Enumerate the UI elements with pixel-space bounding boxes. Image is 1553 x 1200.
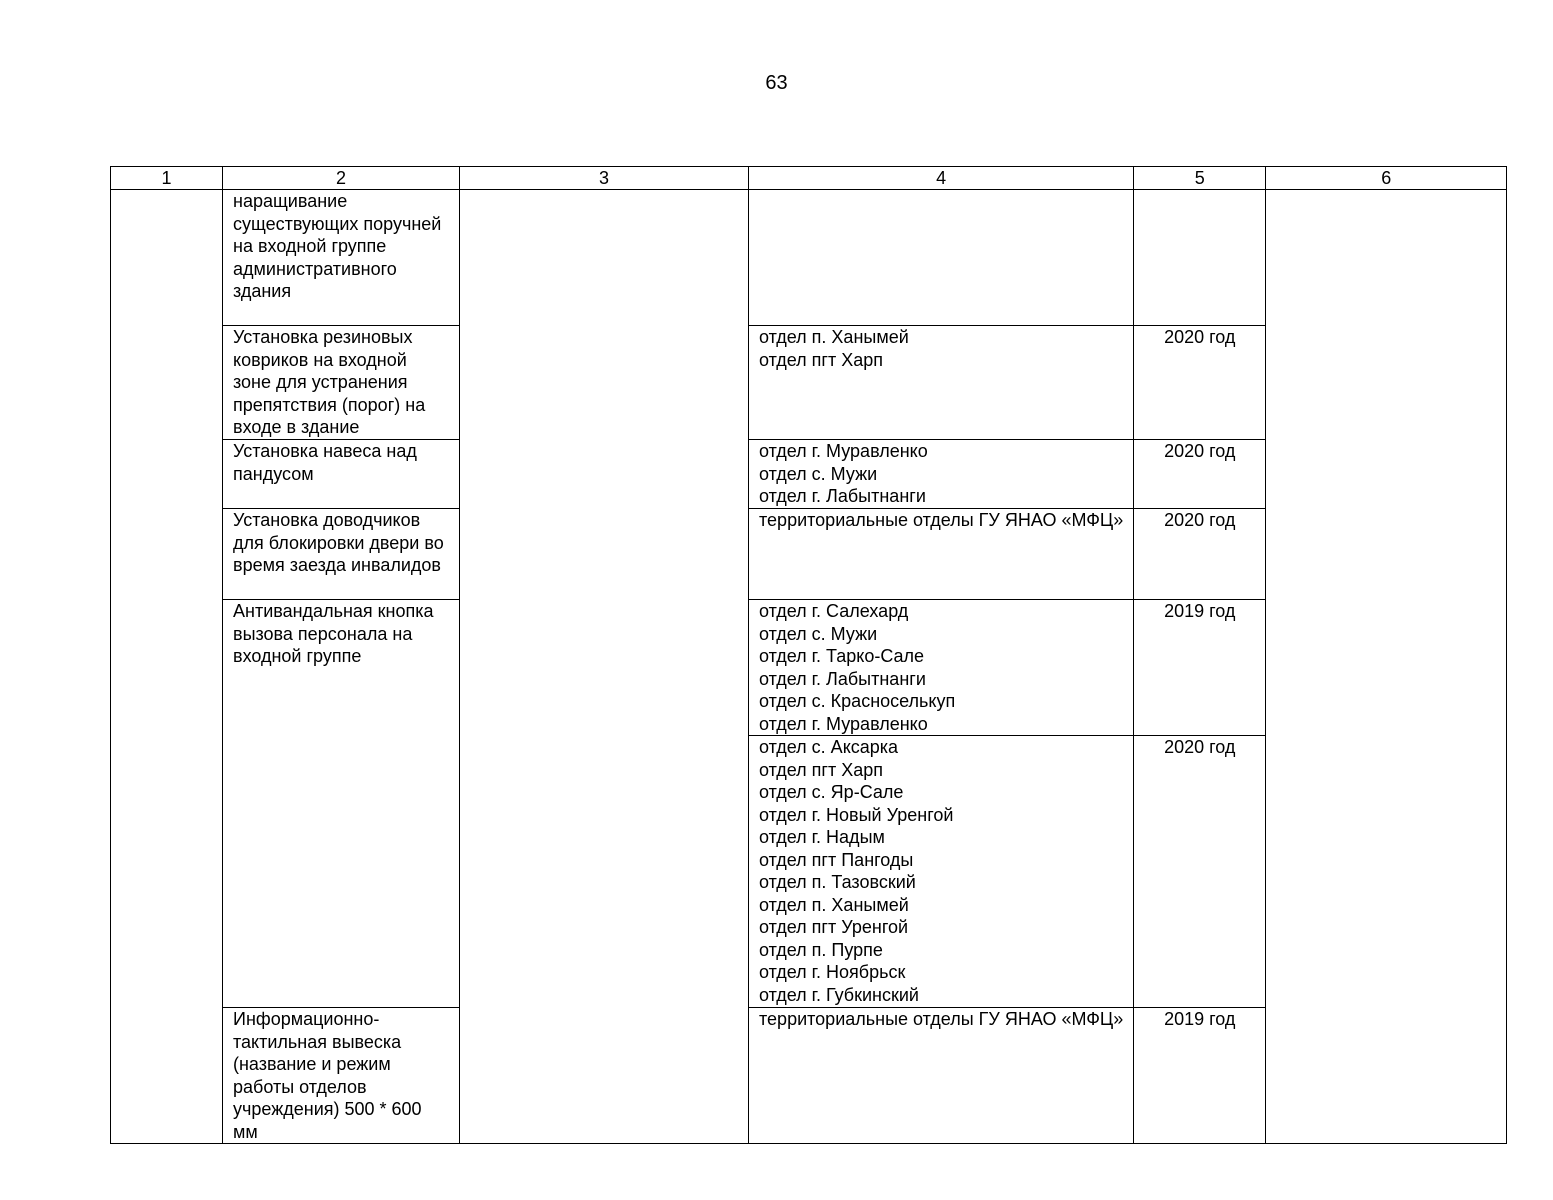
departments-cell	[749, 190, 1134, 326]
measure-cell: Установка доводчиков для блокировки двери во время заезда инвалидов	[223, 509, 460, 600]
column-header-6: 6	[1266, 167, 1507, 190]
col1-cell	[111, 190, 223, 1144]
department-line: отдел с. Красноселькуп	[759, 691, 956, 711]
measures-table	[110, 166, 1507, 1144]
measure-cell: Установка резиновых ковриков на входной зоне для устранения препятствия (порог) на входе в здание	[223, 326, 460, 440]
departments-cell	[749, 736, 1134, 1008]
year-cell: 2019 год	[1134, 1008, 1266, 1144]
column-header-3: 3	[460, 167, 749, 190]
year-cell: 2019 год	[1134, 600, 1266, 736]
department-line: отдел с. Мужи	[759, 463, 878, 484]
header-row	[111, 167, 1507, 190]
department-line: отдел пгт Харп	[759, 759, 884, 780]
department-line: отдел п. Ханымей	[759, 894, 909, 915]
departments-cell	[749, 326, 1134, 440]
column-header-4: 4	[749, 167, 1134, 190]
department-line: отдел пгт Уренгой	[759, 917, 909, 937]
department-line: отдел г. Муравленко	[759, 713, 928, 734]
department-line: отдел п. Тазовский	[759, 872, 916, 892]
year-cell: 2020 год	[1134, 440, 1266, 509]
department-line: отдел г. Тарко-Сале	[759, 646, 925, 666]
year-cell: 2020 год	[1134, 736, 1266, 1008]
department-line: отдел г. Муравленко	[759, 441, 928, 461]
table-row	[111, 190, 1507, 326]
departments-cell	[749, 1008, 1134, 1144]
year-cell	[1134, 190, 1266, 326]
department-line: отдел с. Мужи	[759, 623, 878, 644]
measure-cell: Антивандальная кнопка вызова персонала на входной группе	[223, 600, 460, 1008]
department-line: отдел п. Ханымей	[759, 327, 909, 347]
col3-cell	[460, 190, 749, 1144]
departments-cell	[749, 600, 1134, 736]
measure-cell: наращивание существующих поручней на входной группе административного здания	[223, 190, 460, 326]
department-line: отдел пгт Харп	[759, 349, 884, 370]
column-header-1: 1	[111, 167, 223, 190]
departments-cell	[749, 509, 1134, 600]
department-line: отдел г. Лабытнанги	[759, 486, 926, 506]
measure-cell: Информационно-тактильная вывеска (название и режим работы отделов учреждения) 500 * 600 мм	[223, 1008, 460, 1144]
department-line: отдел г. Губкинский	[759, 984, 919, 1005]
year-cell: 2020 год	[1134, 509, 1266, 600]
department-line: отдел с. Яр-Сале	[759, 782, 904, 802]
column-header-5: 5	[1134, 167, 1266, 190]
department-line: отдел г. Ноябрьск	[759, 962, 906, 982]
year-cell: 2020 год	[1134, 326, 1266, 440]
department-line: отдел пгт Пангоды	[759, 849, 914, 870]
column-header-2: 2	[223, 167, 460, 190]
department-line: отдел п. Пурпе	[759, 939, 883, 960]
department-line: отдел г. Салехард	[759, 601, 909, 621]
department-line: отдел г. Новый Уренгой	[759, 804, 954, 825]
page-number: 63	[765, 72, 788, 94]
departments-cell	[749, 440, 1134, 509]
measure-cell: Установка навеса над пандусом	[223, 440, 460, 509]
department-line: территориальные отделы ГУ ЯНАО «МФЦ»	[759, 1009, 1124, 1029]
department-line: отдел г. Надым	[759, 827, 885, 847]
department-line: отдел с. Аксарка	[759, 737, 899, 757]
department-line: территориальные отделы ГУ ЯНАО «МФЦ»	[759, 510, 1124, 530]
department-line: отдел г. Лабытнанги	[759, 668, 926, 689]
col6-cell	[1266, 190, 1507, 1144]
